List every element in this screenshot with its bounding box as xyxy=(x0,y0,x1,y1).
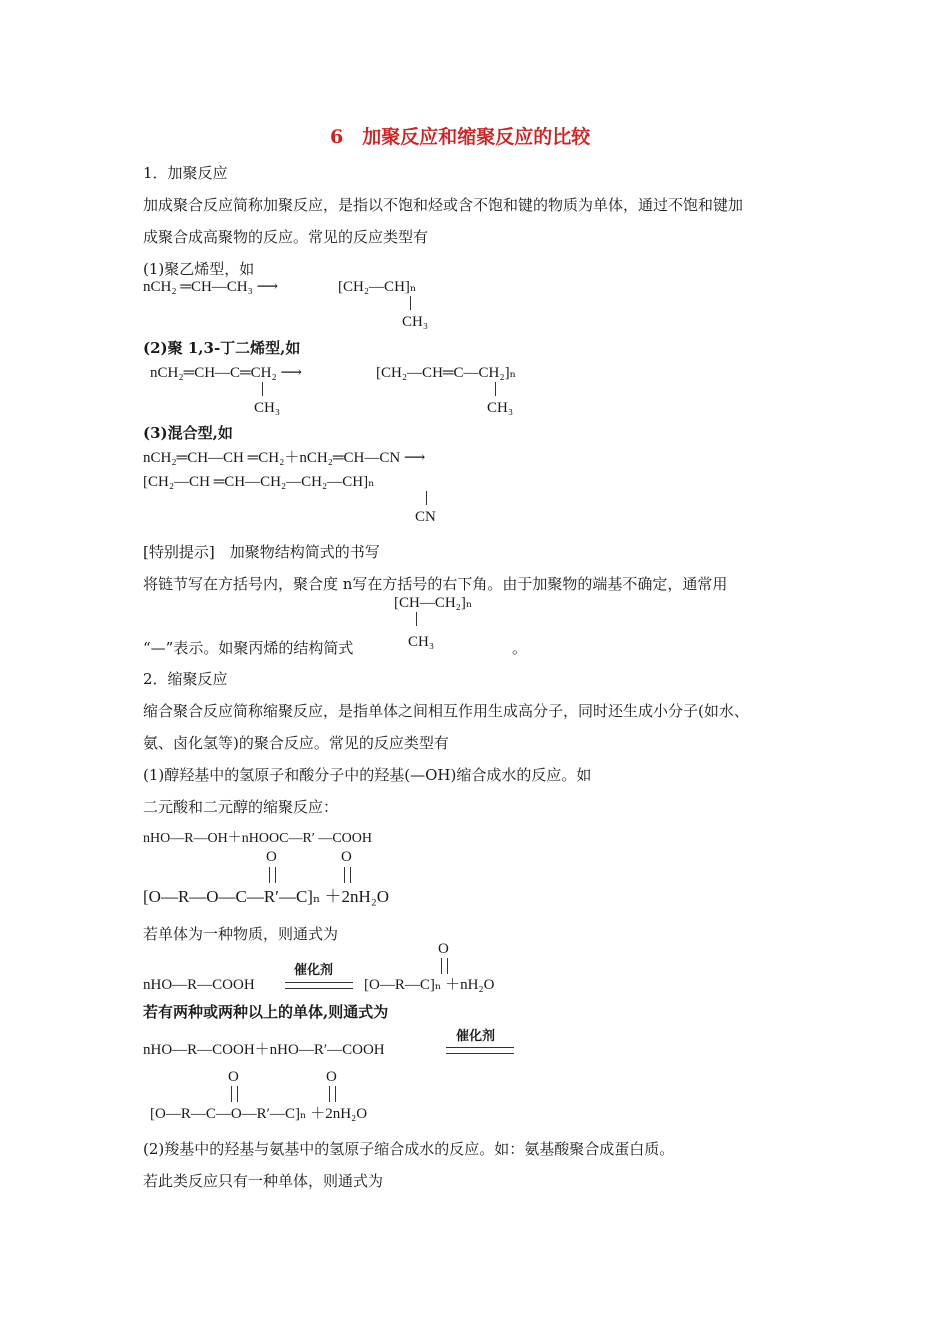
substituent: CH₃ xyxy=(254,400,281,416)
type-label: 若单体为一种物质，则通式为 xyxy=(143,925,339,943)
substituent: CH₃ xyxy=(487,400,514,416)
catalyst-label: 催化剂 xyxy=(294,963,334,978)
paragraph-line: 成聚合成高聚物的反应。常见的反应类型有 xyxy=(143,228,429,246)
bond-line xyxy=(410,296,411,310)
carbonyl-oxygen: O xyxy=(326,1069,337,1085)
type-label: (3)混合型,如 xyxy=(143,424,233,442)
paragraph-line: “—”表示。如聚丙烯的结构简式 xyxy=(143,639,354,657)
polymer-formula: [CH₂—CH ═CH—CH₂—CH₂—CH]ₙ xyxy=(143,474,375,490)
catalyst-label: 催化剂 xyxy=(456,1029,496,1044)
type-label: (2)羧基中的羟基与氨基中的氢原子缩合成水的反应。如：氨基酸聚合成蛋白质。 xyxy=(143,1140,675,1158)
section-heading-condensation: 2．缩聚反应 xyxy=(143,670,228,688)
paragraph-line: 将链节写在方括号内，聚合度 n写在方括号的右下角。由于加聚物的端基不确定，通常用 xyxy=(143,575,728,593)
bond-line xyxy=(426,491,427,505)
type-label: (1)醇羟基中的氢原子和酸分子中的羟基(—OH)缩合成水的反应。如 xyxy=(143,766,592,784)
polypropylene-formula: [CH—CH₂]ₙ xyxy=(394,595,473,611)
reactant-formula: nHO—R—COOH xyxy=(143,977,255,993)
tip-label: [特别提示] 加聚物结构简式的书写 xyxy=(143,543,380,561)
substituent: CH₃ xyxy=(402,314,429,330)
equilibrium-arrow xyxy=(446,1047,514,1054)
bond-line xyxy=(416,612,417,626)
carbonyl-oxygen: O xyxy=(438,941,449,957)
reactant-formula: nCH₂ ═CH—CH₃ ⟶ xyxy=(143,279,279,295)
equilibrium-arrow xyxy=(285,982,353,989)
double-bond xyxy=(231,1086,238,1102)
page-title: 6 加聚反应和缩聚反应的比较 xyxy=(330,126,591,148)
substituent: CN xyxy=(415,509,436,525)
carbonyl-oxygen: O xyxy=(341,849,352,865)
type-label: 二元酸和二元醇的缩聚反应： xyxy=(143,798,339,816)
substituent: CH₃ xyxy=(408,634,435,650)
bond-line xyxy=(495,382,496,396)
double-bond xyxy=(269,867,276,883)
type-label: (1)聚乙烯型，如 xyxy=(143,260,255,278)
sentence-end: 。 xyxy=(512,639,528,657)
reactant-formula: nCH₂═CH—C═CH₂ ⟶ xyxy=(150,365,302,381)
reactant-formula: nHO—R—COOH＋nHO—R′—COOH xyxy=(143,1042,385,1058)
polymer-formula: [O—R—C—O—R′—C]ₙ ＋2nH₂O xyxy=(150,1106,368,1122)
polymer-formula: [CH₂—CH]ₙ xyxy=(338,279,417,295)
carbonyl-oxygen: O xyxy=(228,1069,239,1085)
double-bond xyxy=(344,867,351,883)
double-bond xyxy=(329,1086,336,1102)
carbonyl-oxygen: O xyxy=(266,849,277,865)
section-heading-addition: 1．加聚反应 xyxy=(143,164,228,182)
reactant-formula: nHO—R—OH＋nHOOC—R′ —COOH xyxy=(143,831,373,846)
bond-line xyxy=(262,382,263,396)
type-label: (2)聚 1,3-丁二烯型,如 xyxy=(143,339,301,357)
paragraph-line: 氨、卤化氢等)的聚合反应。常见的反应类型有 xyxy=(143,734,449,752)
paragraph-line: 加成聚合反应简称加聚反应，是指以不饱和烃或含不饱和键的物质为单体，通过不饱和键加 xyxy=(143,196,744,214)
paragraph-line: 缩合聚合反应简称缩聚反应，是指单体之间相互作用生成高分子，同时还生成小分子(如水、 xyxy=(143,702,749,720)
reactant-formula: nCH₂═CH—CH ═CH₂＋nCH₂═CH—CN ⟶ xyxy=(143,450,426,466)
type-label: 若有两种或两种以上的单体,则通式为 xyxy=(143,1003,389,1021)
double-bond xyxy=(441,958,448,974)
type-label: 若此类反应只有一种单体，则通式为 xyxy=(143,1172,384,1190)
polymer-formula: [O—R—C]ₙ ＋nH₂O xyxy=(364,977,495,993)
polymer-formula: [O—R—O—C—R′—C]ₙ ＋2nH₂O xyxy=(143,887,390,906)
polymer-formula: [CH₂—CH═C—CH₂]ₙ xyxy=(376,365,517,381)
